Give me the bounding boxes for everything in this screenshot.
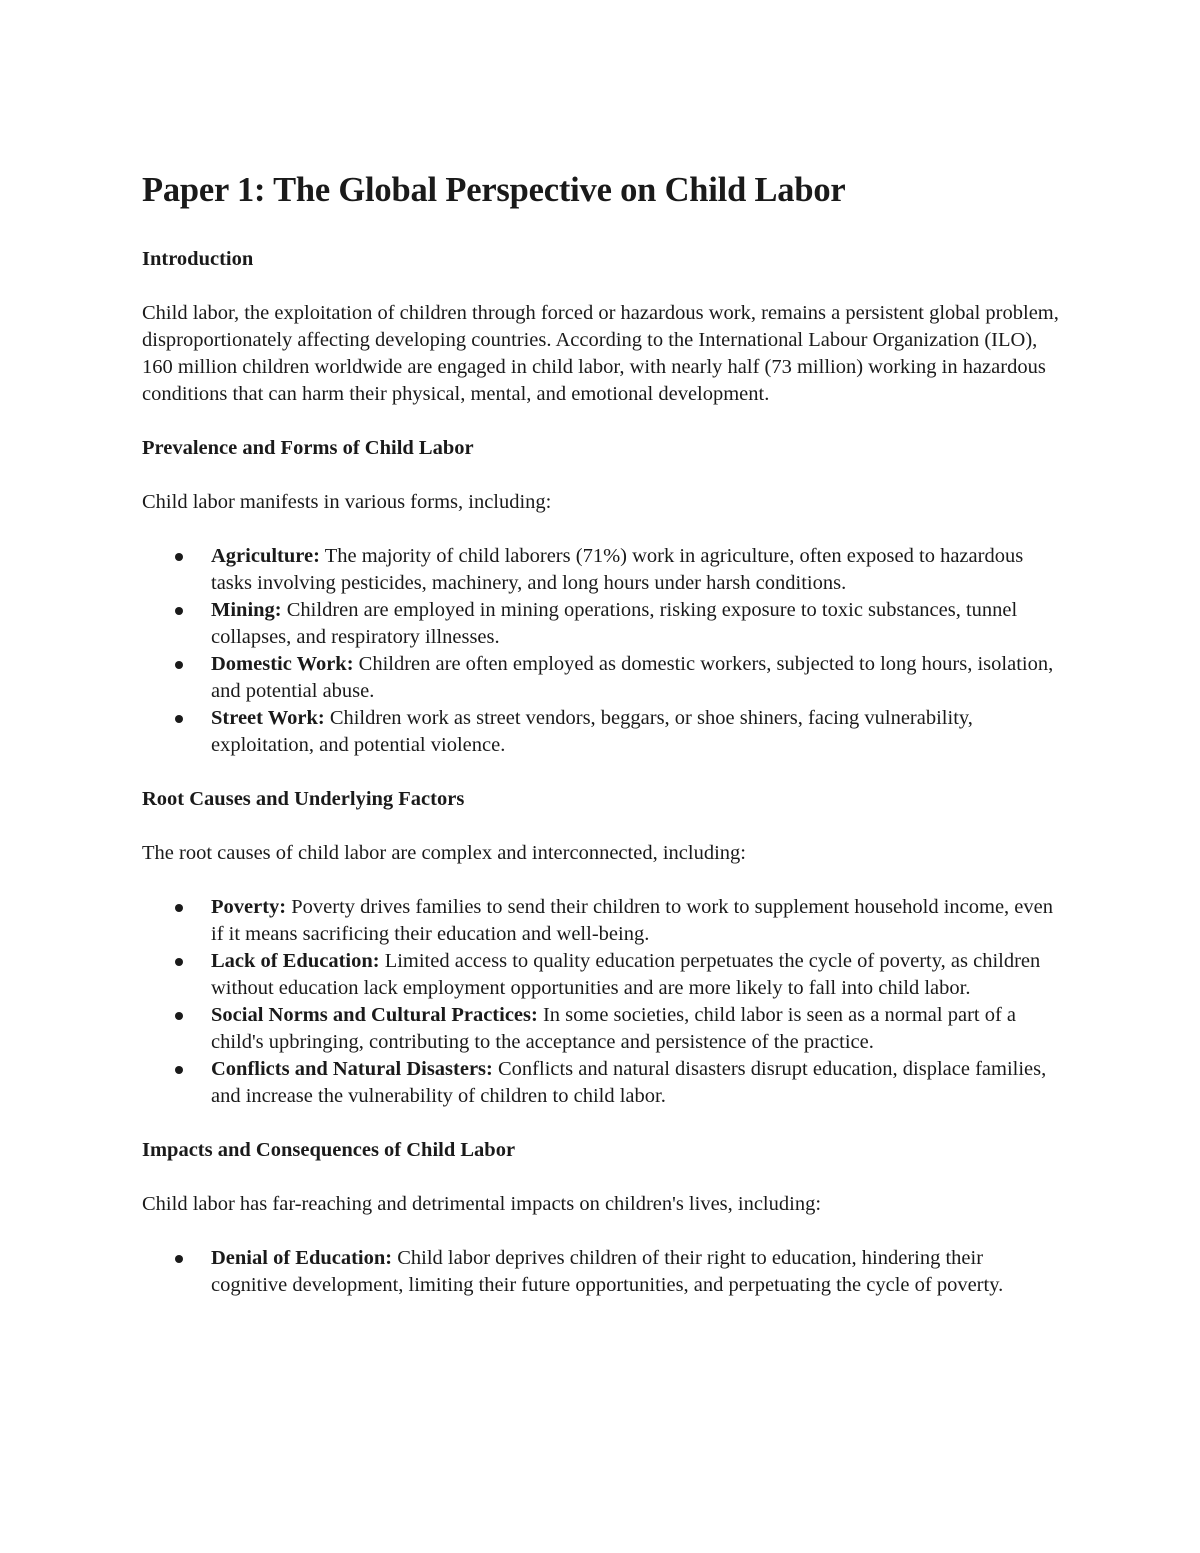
page-title: Paper 1: The Global Perspective on Child Labor — [142, 171, 846, 209]
list-item — [142, 894, 1062, 948]
section-heading-prevalence: Prevalence and Forms of Child Labor — [142, 437, 474, 459]
section-heading-root-causes: Root Causes and Underlying Factors — [142, 788, 465, 810]
list-item — [142, 1056, 1062, 1110]
list-item-term: Conflicts and Natural Disasters: — [211, 1058, 493, 1080]
impacts-list — [142, 1245, 1062, 1299]
list-item-text: Children are employed in mining operations, risking exposure to toxic substances, tunnel collapses, and respiratory illnesses. — [211, 599, 1018, 648]
list-item — [142, 651, 1062, 705]
list-item — [142, 948, 1062, 1002]
list-item — [142, 1245, 1062, 1299]
list-item-text: The majority of child laborers (71%) work in agriculture, often exposed to hazardous tasks involving pesticides, machinery, and long hours under harsh conditions. — [211, 545, 1024, 594]
bullet-icon — [175, 958, 183, 966]
bullet-icon — [175, 715, 183, 723]
list-item-text: Conflicts and natural disasters disrupt education, displace families, and increase the vulnerability of children to child labor. — [211, 1058, 1047, 1107]
list-item-text: Poverty drives families to send their children to work to supplement household income, even if it means sacrificing their education and well-being. — [211, 896, 1054, 945]
list-item-text: Child labor deprives children of their right to education, hindering their cognitive development, limiting their future opportunities, and perpetuating the cycle of poverty. — [211, 1247, 1004, 1296]
prevalence-list — [142, 543, 1062, 759]
intro-paragraph: Child labor, the exploitation of children through forced or hazardous work, remains a persistent global problem, disproportionately affecting developing countries. According to the International Labour Organization (ILO), 160 million children worldwide are engaged in child labor, with nearly half (73 million) working in hazardous conditions that can harm their physical, mental, and emotional development. — [142, 302, 1059, 405]
list-item-term: Street Work: — [211, 707, 325, 729]
list-item-text: Children work as street vendors, beggars, or shoe shiners, facing vulnerability, exploitation, and potential violence. — [211, 707, 973, 756]
section-heading-impacts: Impacts and Consequences of Child Labor — [142, 1139, 516, 1161]
list-item — [142, 543, 1062, 597]
causes-list — [142, 894, 1062, 1110]
list-item-term: Denial of Education: — [211, 1247, 393, 1269]
bullet-icon — [175, 1012, 183, 1020]
list-item-text: In some societies, child labor is seen as a normal part of a child's upbringing, contributing to the acceptance and persistence of the practice. — [211, 1004, 1017, 1053]
bullet-icon — [175, 607, 183, 615]
list-item-text: Limited access to quality education perpetuates the cycle of poverty, as children without education lack employment opportunities and are more likely to fall into child labor. — [211, 950, 1041, 999]
bullet-icon — [175, 1066, 183, 1074]
document-page — [142, 168, 1062, 1299]
list-item-term: Lack of Education: — [211, 950, 380, 972]
bullet-icon — [175, 904, 183, 912]
prevalence-lead: Child labor manifests in various forms, including: — [142, 491, 552, 513]
bullet-icon — [175, 553, 183, 561]
list-item-term: Agriculture: — [211, 545, 320, 567]
list-item-term: Poverty: — [211, 896, 287, 918]
bullet-icon — [175, 1255, 183, 1263]
list-item — [142, 597, 1062, 651]
list-item-term: Mining: — [211, 599, 282, 621]
impacts-lead: Child labor has far-reaching and detrimental impacts on children's lives, including: — [142, 1193, 822, 1215]
list-item-text: Children are often employed as domestic workers, subjected to long hours, isolation, and potential abuse. — [211, 653, 1054, 702]
causes-lead: The root causes of child labor are complex and interconnected, including: — [142, 842, 746, 864]
list-item — [142, 705, 1062, 759]
list-item — [142, 1002, 1062, 1056]
bullet-icon — [175, 661, 183, 669]
list-item-term: Social Norms and Cultural Practices: — [211, 1004, 538, 1026]
section-heading-introduction: Introduction — [142, 248, 254, 270]
list-item-term: Domestic Work: — [211, 653, 354, 675]
